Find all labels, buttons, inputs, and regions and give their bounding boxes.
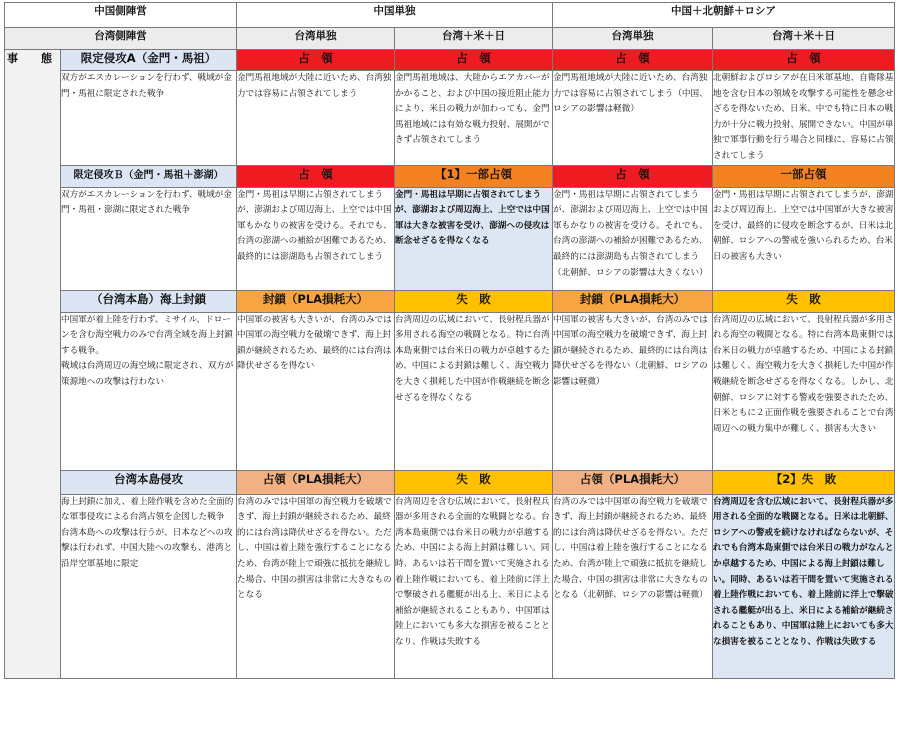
outcome-label: 失 敗 — [395, 470, 553, 494]
outcome-label: 封鎖（PLA損耗大） — [553, 290, 713, 312]
outcome-text: 金門馬祖地域が大陸に近いため、台湾独力では容易に占領されてしまう — [237, 71, 395, 166]
outcome-label: 一部占領 — [713, 165, 895, 187]
outcome-text: 中国軍の被害も大きいが、台湾のみでは中国軍の海空戦力を破壊できず、海上封鎖が継続されるため、最終的には台湾は降伏せざるを得ない — [237, 312, 395, 470]
taiwan-alone-header-1: 台湾単独 — [237, 28, 395, 50]
scenario-name: 限定侵攻Ｂ（金門・馬祖＋澎湖） — [61, 165, 237, 187]
outcome-label: 【2】失 敗 — [713, 470, 895, 494]
scenario-table-wrapper — [4, 2, 894, 724]
china-alone-header: 中国単独 — [237, 3, 553, 28]
outcome-label: 占領（PLA損耗大） — [237, 470, 395, 494]
outcome-label: 失 敗 — [395, 290, 553, 312]
outcome-text: 台湾のみでは中国軍の海空戦力を破壊できず、海上封鎖が継続されるため、最終的には台湾は降伏せざるを得ない。ただし、中国は着上陸を強行することになるため、台湾が陸上で頑強に抵抗を継続した場合、中国の損害は非常に大きなものとなる（北朝鮮、ロシアの影響は軽微） — [553, 494, 713, 678]
outcome-text-highlighted: 台湾周辺を含む広域において、長射程兵器が多用される全面的な戦闘となる。日米は北朝鮮、ロシアへの警戒を続けなければならないが、それでも台湾本島東側では台米日の戦力がなんとか卓越するため、中国による海上封鎖は難しい。同時、あるいは若干間を置いて実施される着上陸作戦においても、着上陸前に洋上で撃破される艦艇が出る上、米日による補給が継続されることもあり、中国軍は陸上においても多大な損害を被ることとなり、作戦は失敗する — [713, 494, 895, 678]
scenario-name: （台湾本島）海上封鎖 — [61, 290, 237, 312]
outcome-text: 台湾周辺の広域において、長射程兵器が多用される海空の戦闘となる。特に台湾本島東側では台米日の戦力が卓越するため、中国による封鎖は難しく、海空戦力を大きく損耗した中国が作戦継続を断念せざるを得なくなる — [395, 312, 553, 470]
outcome-label: 占 領 — [553, 165, 713, 187]
outcome-label: 占 領 — [237, 165, 395, 187]
outcome-text: 金門馬祖地域が大陸に近いため、台湾独力では容易に占領されてしまう（中国、ロシアの影響は軽微） — [553, 71, 713, 166]
outcome-label: 占領（PLA損耗大） — [553, 470, 713, 494]
outcome-text: 金門・馬祖は早期に占領されてしまうが、澎湖および周辺海上、上空では中国軍が大きな被害を受け、最終的に侵攻を断念するが、日米は北朝鮮、ロシアへの警戒を強いられるため、台米日の被害も大きい — [713, 187, 895, 290]
outcome-label: 占 領 — [553, 50, 713, 71]
taiwan-side-header: 台湾側陣営 — [5, 28, 237, 50]
outcome-label: 失 敗 — [713, 290, 895, 312]
outcome-text: 金門馬祖地域は、大陸からエアカバーがかかること、および中国の接近阻止能力により、米日の戦力が加わっても、金門馬祖地域には有効な戦力投射、展開ができず占領されてしまう — [395, 71, 553, 166]
outcome-text: 中国軍の被害も大きいが、台湾のみでは中国軍の海空戦力を破壊できず、海上封鎖が継続されるため、最終的には台湾は降伏せざるを得ない（北朝鮮、ロシアの影響は軽微） — [553, 312, 713, 470]
outcome-label: 封鎖（PLA損耗大） — [237, 290, 395, 312]
scenario-description: 双方がエスカレーションを行わず、戦域が金門・馬祖・澎湖に限定された戦争 — [61, 187, 237, 290]
taiwan-us-jp-header-1: 台湾＋米＋日 — [395, 28, 553, 50]
scenario-name: 台湾本島侵攻 — [61, 470, 237, 494]
outcome-text-highlighted: 金門・馬祖は早期に占領されてしまうが、澎湖および周辺海上、上空では中国軍は大きな被害を受け、澎湖への侵攻は断念せざるを得なくなる — [395, 187, 553, 290]
china-nk-russia-header: 中国＋北朝鮮＋ロシア — [553, 3, 895, 28]
outcome-text: 台湾周辺の広域において、長射程兵器が多用される海空の戦闘となる。特に台湾本島東側では台米日の戦力が卓越するため、中国による封鎖は難しく、海空戦力を大きく損耗した中国が作戦継続を断念せざるを得なくなる。しかし、北朝鮮、ロシアに対する警戒を強要されたため、日米ともに２正面作戦を強要されることで台湾周辺への戦力集中が難しく、損害も大きい — [713, 312, 895, 470]
scenario-description: 中国軍が着上陸を行わず、ミサイル、ドローンを含む海空戦力のみで台湾全域を海上封鎖する戦争。 戦域は台湾周辺の海空域に限定され、双方が策源地への攻撃は行わない — [61, 312, 237, 470]
scenario-description: 海上封鎖に加え、着上陸作戦を含めた全面的な軍事侵攻による台湾占領を企図した戦争 台湾本島への攻撃は行うが、日本などへの攻撃は行われず、中国大陸への攻撃も、港湾と沿岸空軍基地に限定 — [61, 494, 237, 678]
outcome-label: 占 領 — [237, 50, 395, 71]
outcome-text: 台湾周辺を含む広域において、長射程兵器が多用される全面的な戦闘となる。台湾本島東側では台米日の戦力が卓越するため、中国による海上封鎖は難しい。同時、あるいは若干間を置いて実施される着上陸作戦においても、着上陸前に洋上で撃破される艦艇が出る上、米日による補給が継続されることもあり、中国軍は陸上においても多大な損害を被ることとなり、作戦は失敗する — [395, 494, 553, 678]
outcome-label: 占 領 — [713, 50, 895, 71]
scenario-name: 限定侵攻A（金門・馬祖） — [61, 50, 237, 71]
situation-row-header: 事 態 — [5, 50, 61, 679]
outcome-label: 占 領 — [395, 50, 553, 71]
outcome-text: 金門・馬祖は早期に占領されてしまうが、澎湖および周辺海上、上空では中国軍もかなりの被害を受ける。それでも、台湾の澎湖への補給が困難であるため、最終的には澎湖島も占領されてしまう — [237, 187, 395, 290]
outcome-text: 台湾のみでは中国軍の海空戦力を破壊できず、海上封鎖が継続されるため、最終的には台湾は降伏せざるを得ない。ただし、中国は着上陸を強行することになるため、台湾が陸上で頑強に抵抗を継続した場合、中国の損害は非常に大きなものとなる — [237, 494, 395, 678]
taiwan-alone-header-2: 台湾単独 — [553, 28, 713, 50]
outcome-label: 【1】一部占領 — [395, 165, 553, 187]
scenario-matrix-table — [4, 2, 895, 679]
outcome-text: 北朝鮮およびロシアが在日米軍基地、自衛隊基地を含む日本の領域を攻撃する可能性を懸念せざるを得ないため、日米、中でも特に日本の戦力が十分に戦力投射、展開できない。中国が単独で軍事行動を行う場合と同様に、容易に占領されてしまう — [713, 71, 895, 166]
taiwan-us-jp-header-2: 台湾＋米＋日 — [713, 28, 895, 50]
china-side-header: 中国側陣営 — [5, 3, 237, 28]
outcome-text: 金門・馬祖は早期に占領されてしまうが、澎湖および周辺海上、上空では中国軍もかなりの被害を受ける。それでも、台湾の澎湖への補給が困難であるため、最終的には澎湖島も占領されてしまう（北朝鮮、ロシアの影響は大きくない） — [553, 187, 713, 290]
scenario-description: 双方がエスカレーションを行わず、戦域が金門・馬祖に限定された戦争 — [61, 71, 237, 166]
